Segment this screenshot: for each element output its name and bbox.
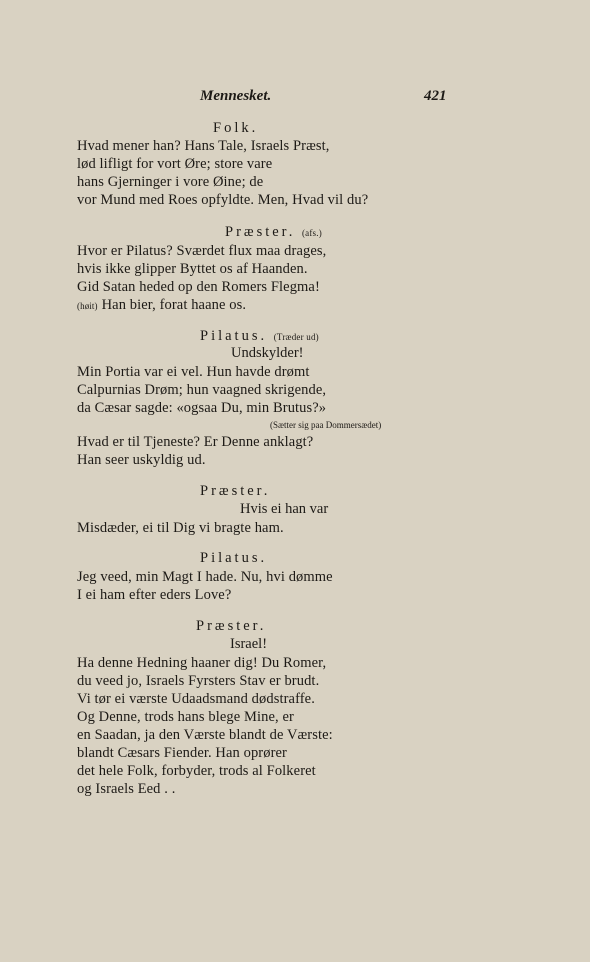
- speaker-pilatus: [200, 328, 319, 345]
- verse-continuation: Hvis ei han var: [240, 501, 329, 517]
- verse-line: en Saadan, ja den Værste blandt de Værste:: [77, 727, 333, 743]
- verse-continuation: Israel!: [230, 636, 268, 652]
- speaker-praester: Præster.: [196, 618, 267, 634]
- stage-direction: (Sætter sig paa Dommersædet): [270, 420, 382, 430]
- margin-stage-direction: (høit): [77, 301, 98, 311]
- stage-direction: (afs.): [301, 228, 322, 238]
- speaker-name: Præster.: [225, 224, 296, 240]
- page-number: 421: [424, 88, 447, 104]
- verse-line: Hvad mener han? Hans Tale, Israels Præst,: [77, 138, 330, 154]
- verse-line: blandt Cæsars Fiender. Han oprører: [77, 745, 287, 761]
- verse-line: hvis ikke glipper Byttet os af Haanden.: [77, 261, 308, 277]
- verse-continuation: Undskylder!: [231, 345, 304, 361]
- verse-text: Han bier, forat haane os.: [101, 297, 247, 313]
- verse-line: hans Gjerninger i vore Øine; de: [77, 174, 264, 190]
- verse-line: Hvor er Pilatus? Sværdet flux maa drages,: [77, 243, 327, 259]
- verse-line: du veed jo, Israels Fyrsters Stav er brudt.: [77, 673, 320, 689]
- running-title: Mennesket.: [200, 88, 272, 104]
- speaker-pilatus: Pilatus.: [200, 550, 268, 566]
- page-header: [0, 88, 590, 108]
- verse-line: Hvad er til Tjeneste? Er Denne anklagt?: [77, 434, 314, 450]
- speaker-praester: Præster.: [200, 483, 271, 499]
- verse-line: I ei ham efter eders Love?: [77, 587, 232, 603]
- verse-line: Jeg veed, min Magt I hade. Nu, hvi dømme: [77, 569, 333, 585]
- verse-line: og Israels Eed . .: [77, 781, 176, 797]
- speaker-praester: [225, 224, 322, 241]
- verse-line: Gid Satan heded op den Romers Flegma!: [77, 279, 320, 295]
- verse-line: Han seer uskyldig ud.: [77, 452, 206, 468]
- verse-line: lød lifligt for vort Øre; store vare: [77, 156, 273, 172]
- verse-line: Calpurnias Drøm; hun vaagned skrigende,: [77, 382, 327, 398]
- stage-direction: (Træder ud): [273, 332, 319, 342]
- verse-line: Vi tør ei værste Udaadsmand dødstraffe.: [77, 691, 315, 707]
- verse-line: Min Portia var ei vel. Hun havde drømt: [77, 364, 310, 380]
- verse-line: Og Denne, trods hans blege Mine, er: [77, 709, 294, 725]
- speaker-name: Pilatus.: [200, 328, 268, 344]
- verse-line: da Cæsar sagde: «ogsaa Du, min Brutus?»: [77, 400, 327, 416]
- verse-line: det hele Folk, forbyder, trods al Folkeret: [77, 763, 316, 779]
- verse-line: vor Mund med Roes opfyldte. Men, Hvad vil du?: [77, 192, 369, 208]
- speaker-folk: Folk.: [213, 120, 259, 136]
- verse-line: Misdæder, ei til Dig vi bragte ham.: [77, 520, 284, 536]
- verse-line: Ha denne Hedning haaner dig! Du Romer,: [77, 655, 327, 671]
- verse-line-with-margin: [77, 296, 246, 315]
